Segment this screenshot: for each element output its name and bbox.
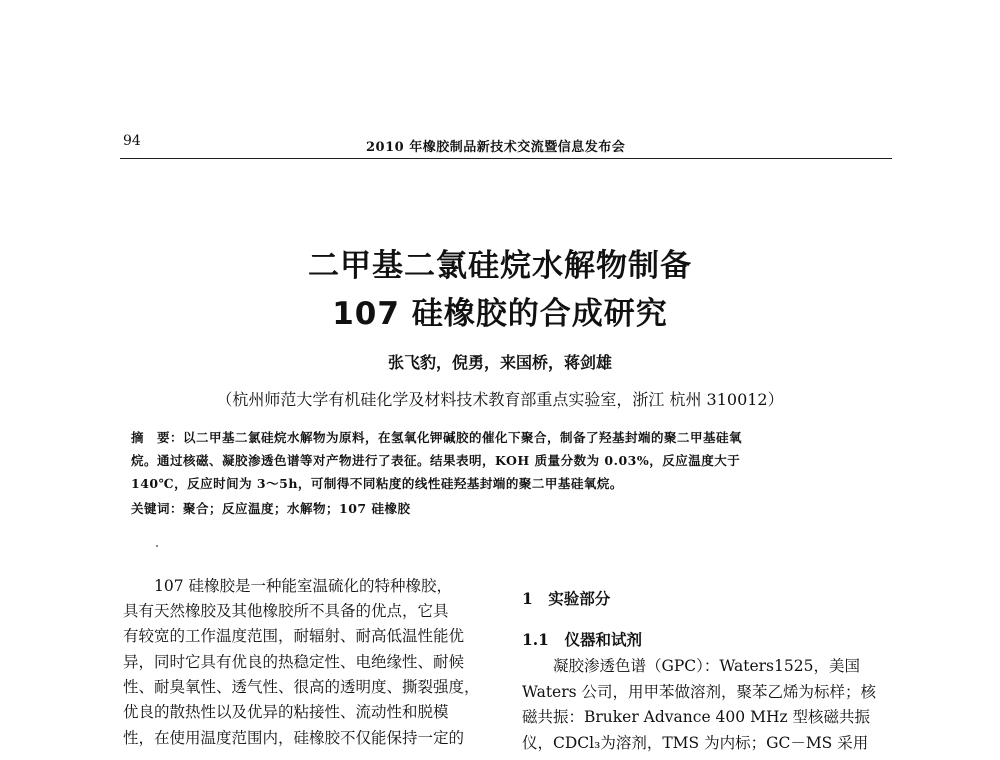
running-header: 2010 年橡胶制品新技术交流暨信息发布会	[366, 140, 626, 155]
left-column-line: 性，在使用温度范围内，硅橡胶不仅能保持一定的	[123, 729, 465, 747]
affiliation: （杭州师范大学有机硅化学及材料技术教育部重点实验室，浙江 杭州 310012）	[216, 390, 784, 409]
left-column-line: 具有天然橡胶及其他橡胶所不具备的优点，它具	[123, 602, 449, 620]
left-column-line: 有较宽的工作温度范围，耐辐射、耐高低温性能优	[123, 627, 465, 645]
paper-title-line-1: 二甲基二氯硅烷水解物制备	[308, 248, 692, 284]
paper-title-line-2: 107 硅橡胶的合成研究	[332, 296, 668, 332]
abstract-line-2: 烷。通过核磁、凝胶渗透色谱等对产物进行了表征。结果表明，KOH 质量分数为 0.03%，反应温度大于	[131, 453, 741, 468]
right-column-line: 磁共振：Bruker Advance 400 MHz 型核磁共振	[522, 708, 871, 726]
left-column-line: 性、耐臭氧性、透气性、很高的透明度、撕裂强度，	[123, 678, 480, 696]
header-rule	[120, 158, 892, 159]
keywords: 关键词：聚合；反应温度；水解物；107 硅橡胶	[131, 501, 411, 516]
subsection-heading: 1.1 仪器和试剂	[522, 630, 642, 649]
scan-speck	[156, 545, 158, 547]
left-column-line: 异，同时它具有优良的热稳定性、电绝缘性、耐候	[123, 653, 465, 671]
section-heading: 1 实验部分	[522, 589, 611, 608]
abstract-line-1: 摘 要：以二甲基二氯硅烷水解物为原料，在氢氧化钾碱胶的催化下聚合，制备了羟基封端的聚二甲基硅氧	[131, 430, 743, 445]
left-column-line: 优良的散热性以及优异的粘接性、流动性和脱模	[123, 703, 449, 721]
author-list: 张飞豹，倪勇，来国桥，蒋剑雄	[387, 353, 612, 372]
right-column-line: 仪，CDCl₃为溶剂，TMS 为内标；GC－MS 采用	[522, 734, 869, 752]
page-number: 94	[123, 133, 141, 149]
right-column-line: Waters 公司，用甲苯做溶剂，聚苯乙烯为标样；核	[522, 683, 877, 701]
abstract-line-3: 140℃，反应时间为 3～5h，可制得不同粘度的线性硅羟基封端的聚二甲基硅氧烷。	[131, 476, 623, 491]
right-column-line: 凝胶渗透色谱（GPC）：Waters1525，美国	[522, 657, 860, 675]
left-column-line: 107 硅橡胶是一种能室温硫化的特种橡胶，	[123, 577, 453, 595]
